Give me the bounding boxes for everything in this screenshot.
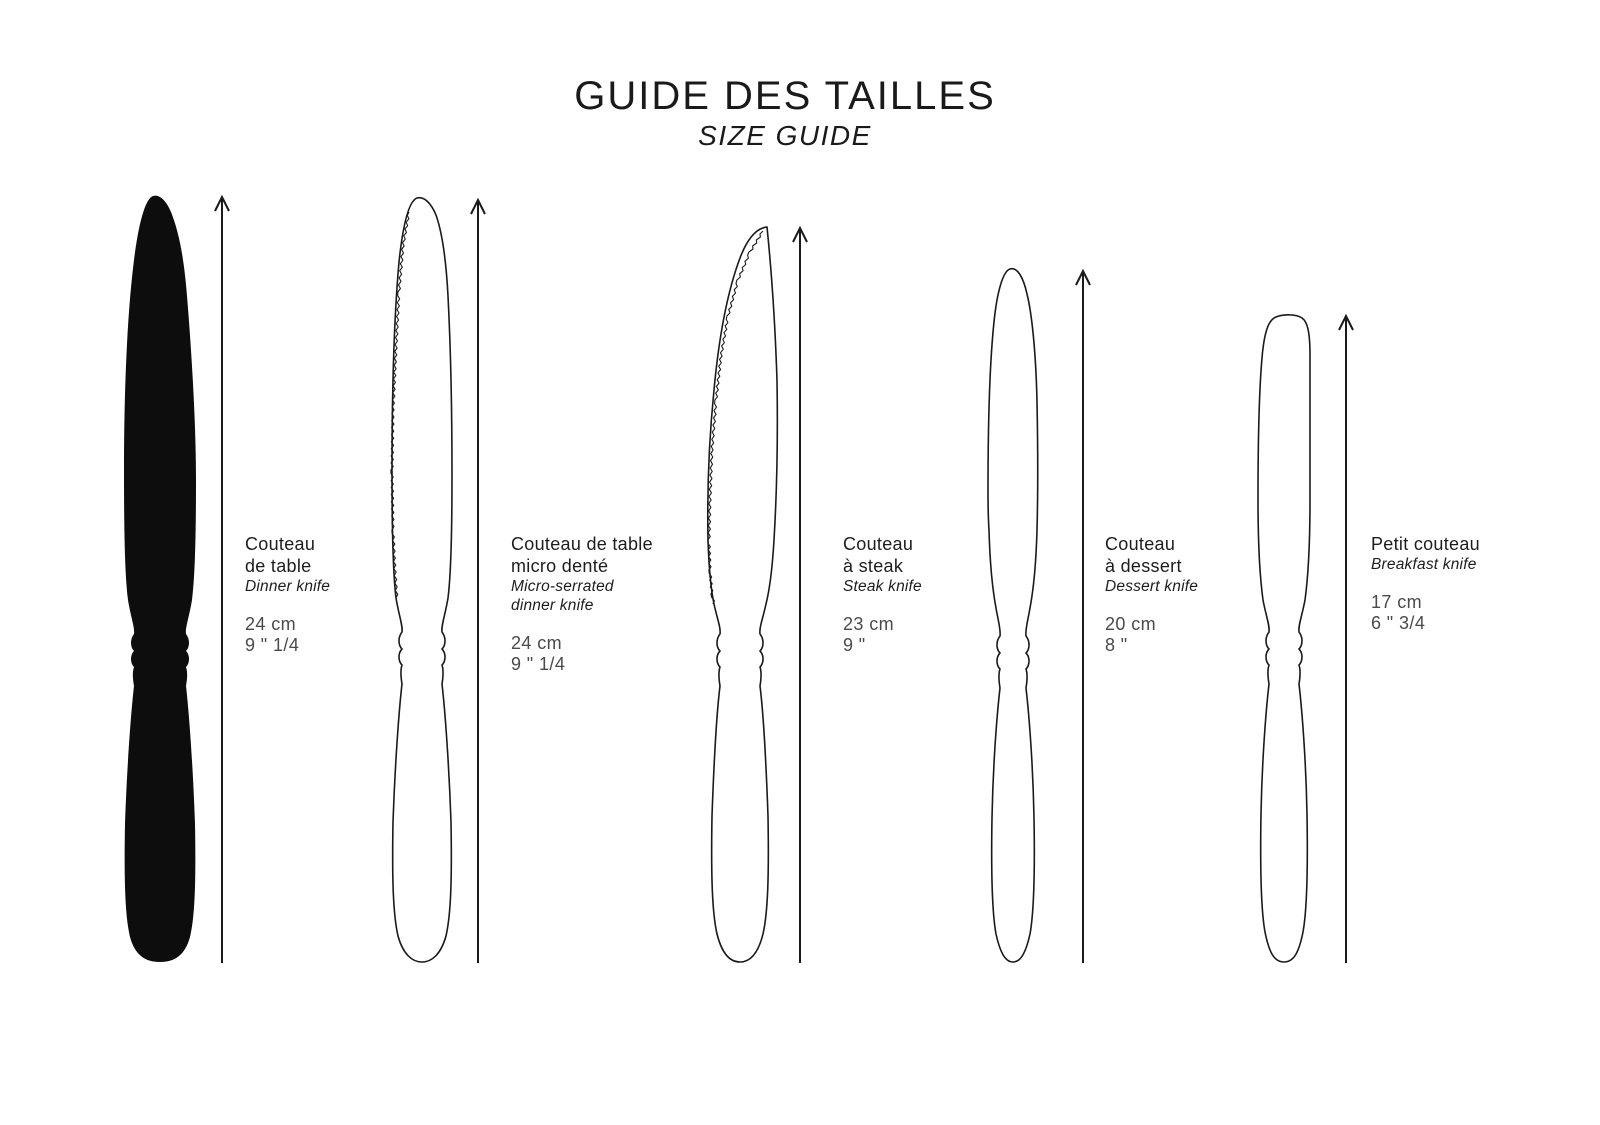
knife-name-line: à dessert xyxy=(1105,556,1182,576)
knife-name-line: micro denté xyxy=(511,556,609,576)
knife-name-line: Couteau de table xyxy=(511,534,653,554)
knife-name-english: Dessert knife xyxy=(1105,578,1199,595)
knife-name-line: Couteau xyxy=(1105,534,1176,554)
knife-name-english: Breakfast knife xyxy=(1371,556,1477,573)
knife-label-micro-serrated xyxy=(511,533,711,675)
knife-name-english: dinner knife xyxy=(511,597,594,614)
knife-label-steak xyxy=(843,533,1043,656)
page-subtitle: SIZE GUIDE xyxy=(698,120,872,151)
knife-name-english: Dinner knife xyxy=(245,578,331,595)
dinner-knife-silhouette xyxy=(124,196,196,962)
knife-size-inch: 9 " 1/4 xyxy=(245,635,300,655)
knife-size-inch: 9 " 1/4 xyxy=(511,654,566,674)
knife-name-line: Petit couteau xyxy=(1371,534,1480,554)
page-title: GUIDE DES TAILLES xyxy=(574,74,996,118)
knife-size-cm: 24 cm xyxy=(511,633,563,653)
steak-knife-outline xyxy=(708,227,778,962)
knife-name-line: à steak xyxy=(843,556,904,576)
knife-name-english: Micro-serrated xyxy=(511,578,614,595)
knife-name-english: Steak knife xyxy=(843,578,922,595)
knife-size-cm: 17 cm xyxy=(1371,592,1423,612)
knife-label-dessert xyxy=(1105,533,1305,656)
knife-name-line: de table xyxy=(245,556,312,576)
knife-size-inch: 8 " xyxy=(1105,635,1128,655)
knife-size-inch: 6 " 3/4 xyxy=(1371,613,1426,633)
knife-size-cm: 23 cm xyxy=(843,614,895,634)
knife-size-inch: 9 " xyxy=(843,635,866,655)
knife-size-cm: 20 cm xyxy=(1105,614,1157,634)
knife-name-line: Couteau xyxy=(245,534,316,554)
knife-label-breakfast xyxy=(1371,533,1571,634)
knife-label-dinner xyxy=(245,533,445,656)
knife-name-line: Couteau xyxy=(843,534,914,554)
steak-knife-serrated-edge xyxy=(708,231,763,604)
knife-size-cm: 24 cm xyxy=(245,614,297,634)
